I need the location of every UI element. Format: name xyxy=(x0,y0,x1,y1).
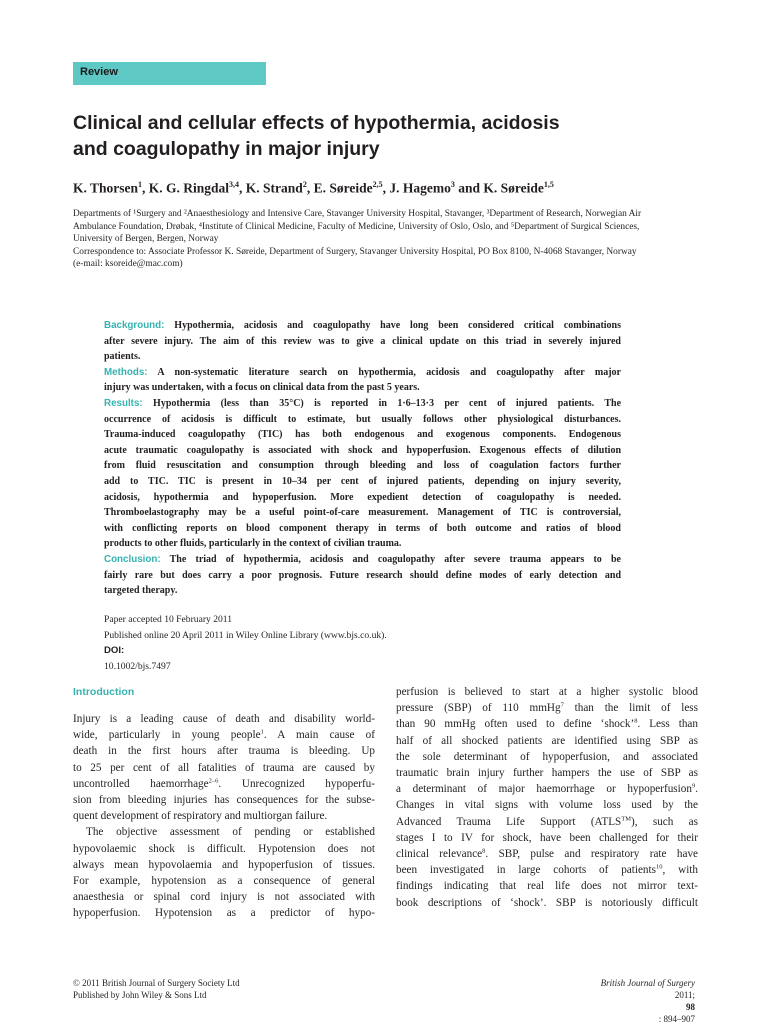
body-line: anaesthesia or spinal cord injury is not associated with xyxy=(73,891,375,904)
affiliation-line: Departments of ¹Surgery and ²Anaesthesiology and Intensive Care, Stavanger University Hospital, Stavanger, ³Department of Research, Norwegian Air xyxy=(73,209,642,219)
abstract-line: fairly rare but does carry a poor prognosis. Future research should define modes of early detection and xyxy=(104,569,621,581)
body-line xyxy=(396,862,698,878)
body-text: . SBP, pulse and respiratory rate have xyxy=(485,848,698,861)
body-line: the sole determinant of hypoperfusion, and associated xyxy=(396,750,698,763)
copyright-text: © 2011 British Journal of Surgery Society Ltd xyxy=(73,978,240,988)
abstract-background-label: Background: xyxy=(104,320,165,331)
body-text: ), such as xyxy=(631,815,698,828)
body-text: than 90 mmHg often used to define ‘shock’ xyxy=(396,718,635,731)
title-line: and coagulopathy in major injury xyxy=(73,138,380,160)
body-line xyxy=(396,781,698,797)
body-text: . Less than xyxy=(637,718,698,731)
abstract-line: occurrence of acidosis is difficult to estimate, but usually follows other physiological disturbances. xyxy=(104,413,621,425)
journal-citation xyxy=(601,977,695,1025)
body-line: The objective assessment of pending or established xyxy=(86,826,375,839)
trademark-mark: TM xyxy=(621,814,632,822)
body-text: . xyxy=(695,783,698,796)
abstract-line: from fluid resuscitation and consumption through bleeding and loss of coagulation factors further xyxy=(104,460,621,472)
author-name: K. Strand xyxy=(245,180,303,196)
published-line xyxy=(104,628,664,675)
body-line: perfusion is believed to start at a higher systolic blood xyxy=(396,686,698,698)
body-line: Injury is a leading cause of death and disability world- xyxy=(73,713,375,725)
body-line xyxy=(396,814,698,830)
abstract-line: after severe injury. The aim of this review was to give a clinical update on this triad in severely injured xyxy=(104,335,621,347)
author-name: J. Hagemo xyxy=(389,180,451,196)
journal-volume: 98 xyxy=(686,1002,695,1012)
author-name: K. Søreide xyxy=(483,180,544,196)
author-affiliation-mark: 1 xyxy=(138,180,143,189)
citation-ref[interactable]: 9 xyxy=(691,782,696,790)
citation-ref[interactable]: 1 xyxy=(260,728,264,736)
abstract-methods-label: Methods: xyxy=(104,366,148,378)
abstract-text: Hypothermia (less than 35°C) is reported in 1·6–13·3 per cent of injured patients. The xyxy=(153,397,622,409)
body-text: than the limit of less xyxy=(563,702,698,715)
abstract-line: injury was undertaken, with a focus on clinical data from the past 5 years. xyxy=(104,382,420,394)
body-text: . A main cause of xyxy=(263,729,375,742)
affiliation-line: Ambulance Foundation, Drøbak, ⁴Institute of Clinical Medicine, Faculty of Medicine, University of Oslo, Oslo, and ⁵Department of Surgical Sciences, xyxy=(73,221,640,232)
affiliation-line: University of Bergen, Bergen, Norway xyxy=(73,234,219,245)
body-line: sion from bleeding injuries has consequences for the subse- xyxy=(73,794,375,807)
footer-citation xyxy=(601,977,695,1025)
abstract-line: Thromboelastography may be a useful point-of-care measurement. Management of TIC is controversial, xyxy=(104,507,621,519)
abstract-line xyxy=(104,552,621,568)
footer-copyright xyxy=(73,977,240,1001)
published-text: Published online 20 April 2011 in Wiley Online Library (www.bjs.co.uk). xyxy=(104,629,387,641)
body-line xyxy=(396,700,698,716)
body-line: For example, hypotension as a consequence of general xyxy=(73,875,375,888)
doi-label: DOI: xyxy=(104,645,125,657)
abstract-line: patients. xyxy=(104,351,141,363)
abstract-line: products to other fluids, particularly in the context of civilian trauma. xyxy=(104,538,402,550)
abstract-line: acute traumatic coagulopathy is associated with shock and hypoperfusion. Exogenous effects of dilution xyxy=(104,444,621,456)
body-column-left xyxy=(73,684,375,922)
citation-ref[interactable]: 8 xyxy=(634,717,638,725)
article-type-tag xyxy=(73,62,266,85)
correspondence-email: (e-mail: ksoreide@mac.com) xyxy=(73,259,183,270)
introduction-heading: Introduction xyxy=(73,686,135,698)
abstract-line: add to TIC. TIC is present in 10–34 per cent of injured patients, depending on injury severity, xyxy=(104,475,621,487)
article-type-label: Review xyxy=(80,66,118,78)
body-line: to 25 per cent of all fatalities of trauma are caused by xyxy=(73,761,375,774)
body-text: uncontrolled haemorrhage xyxy=(73,777,209,790)
abstract-text: The triad of hypothermia, acidosis and coagulopathy after severe trauma appears to be xyxy=(169,553,621,565)
body-line: Changes in vital signs with volume loss used by the xyxy=(396,799,698,812)
citation-ref[interactable]: 8 xyxy=(482,847,486,855)
body-text: wide, particularly in young people xyxy=(73,729,261,742)
body-line: book descriptions of ‘shock’. SBP is notoriously difficult xyxy=(396,896,698,909)
title-line: Clinical and cellular effects of hypothermia, acidosis xyxy=(73,112,560,134)
abstract xyxy=(104,318,621,599)
accepted-date: Paper accepted 10 February 2011 xyxy=(104,614,233,625)
citation-ref[interactable]: 7 xyxy=(560,701,564,709)
author-name: K. G. Ringdal xyxy=(148,180,230,196)
article-title xyxy=(73,110,693,162)
abstract-results-label: Results: xyxy=(104,397,143,409)
body-line: traumatic brain injury further hampers the use of SBP as xyxy=(396,767,698,780)
body-text: a determinant of major haemorrhage or hypoperfusion xyxy=(396,783,692,796)
body-line: hypoperfusion. Hypotension as a predictor of hypo- xyxy=(73,907,375,920)
author-affiliation-mark: 3,4 xyxy=(229,180,240,189)
abstract-line: with conflicting reports on blood component therapy in terms of both outcome and ratios of blood xyxy=(104,522,621,534)
publisher-text: Published by John Wiley & Sons Ltd xyxy=(73,990,207,1000)
abstract-line: targeted therapy. xyxy=(104,585,178,597)
correspondence-line: Correspondence to: Associate Professor K. Søreide, Department of Surgery, Stavanger University Hospital, PO Box 8100, N-4068 Stavanger, Norway xyxy=(73,246,637,257)
journal-pages: : 894–907 xyxy=(658,1014,695,1024)
body-line: death in the first hours after trauma is bleeding. Up xyxy=(73,745,375,758)
body-line: always mean hypovolaemia and hypoperfusion of tissues. xyxy=(73,858,375,871)
doi-value[interactable]: 10.1002/bjs.7497 xyxy=(104,660,171,672)
journal-year: 2011; xyxy=(674,990,695,1000)
body-line: stages I to IV for shock, have been challenged for their xyxy=(396,831,698,844)
author-affiliation-mark: 1,5 xyxy=(543,180,554,189)
abstract-line: acidosis, hypothermia and hypoperfusion. More expedient detection of coagulopathy is needed. xyxy=(104,491,621,503)
body-line xyxy=(73,727,375,743)
body-column-right xyxy=(396,684,698,911)
journal-name: British Journal of Surgery xyxy=(600,978,695,988)
body-text: pressure (SBP) of 110 mmHg xyxy=(396,702,561,715)
author-affiliation-mark: 2 xyxy=(302,180,307,189)
body-line: quent development of respiratory and multiorgan failure. xyxy=(73,810,328,823)
body-line: findings indicating that real life does not mirror text- xyxy=(396,880,698,893)
publication-info xyxy=(104,612,664,674)
author-list: K. Thorsen$^1$, K. G. Ringdal$^{3,4}$, K. Strand$^2$, E. Søreide$^{2,5}$, J. Hagemo$^3$ and K. Søreide$^{1,5}$ xyxy=(73,180,554,196)
abstract-text: Hypothermia, acidosis and coagulopathy have long been considered critical combinations xyxy=(174,320,622,331)
author-affiliation-mark: 3 xyxy=(450,180,455,189)
citation-ref[interactable]: 10 xyxy=(656,863,663,871)
body-text: , with xyxy=(662,864,699,877)
author-name: E. Søreide xyxy=(313,180,373,196)
abstract-line xyxy=(104,396,621,412)
body-text: . Unrecognized hypoperfu- xyxy=(218,777,375,790)
abstract-line xyxy=(104,365,621,381)
body-line xyxy=(73,776,375,792)
body-line: hypovolaemic shock is difficult. Hypotension does not xyxy=(73,842,375,855)
body-text: been investigated in large cohorts of patients xyxy=(396,864,656,877)
abstract-line: Trauma-induced coagulopathy (TIC) has both endogenous and exogenous components. Endogenous xyxy=(104,429,621,441)
body-line xyxy=(396,716,698,732)
affiliations-block xyxy=(73,208,699,271)
author-affiliation-mark: 2,5 xyxy=(372,180,383,189)
body-line xyxy=(396,846,698,862)
body-text: clinical relevance xyxy=(396,848,483,861)
body-line: half of all shocked patients are identified using SBP as xyxy=(396,734,698,747)
body-text: Advanced Trauma Life Support (ATLS xyxy=(396,815,622,828)
abstract-line xyxy=(104,318,621,334)
author-name: K. Thorsen xyxy=(73,180,139,196)
abstract-conclusion-label: Conclusion: xyxy=(104,553,161,565)
citation-ref[interactable]: 2–6 xyxy=(208,777,219,785)
abstract-text: A non-systematic literature search on hypothermia, acidosis and coagulopathy after major xyxy=(157,366,621,378)
